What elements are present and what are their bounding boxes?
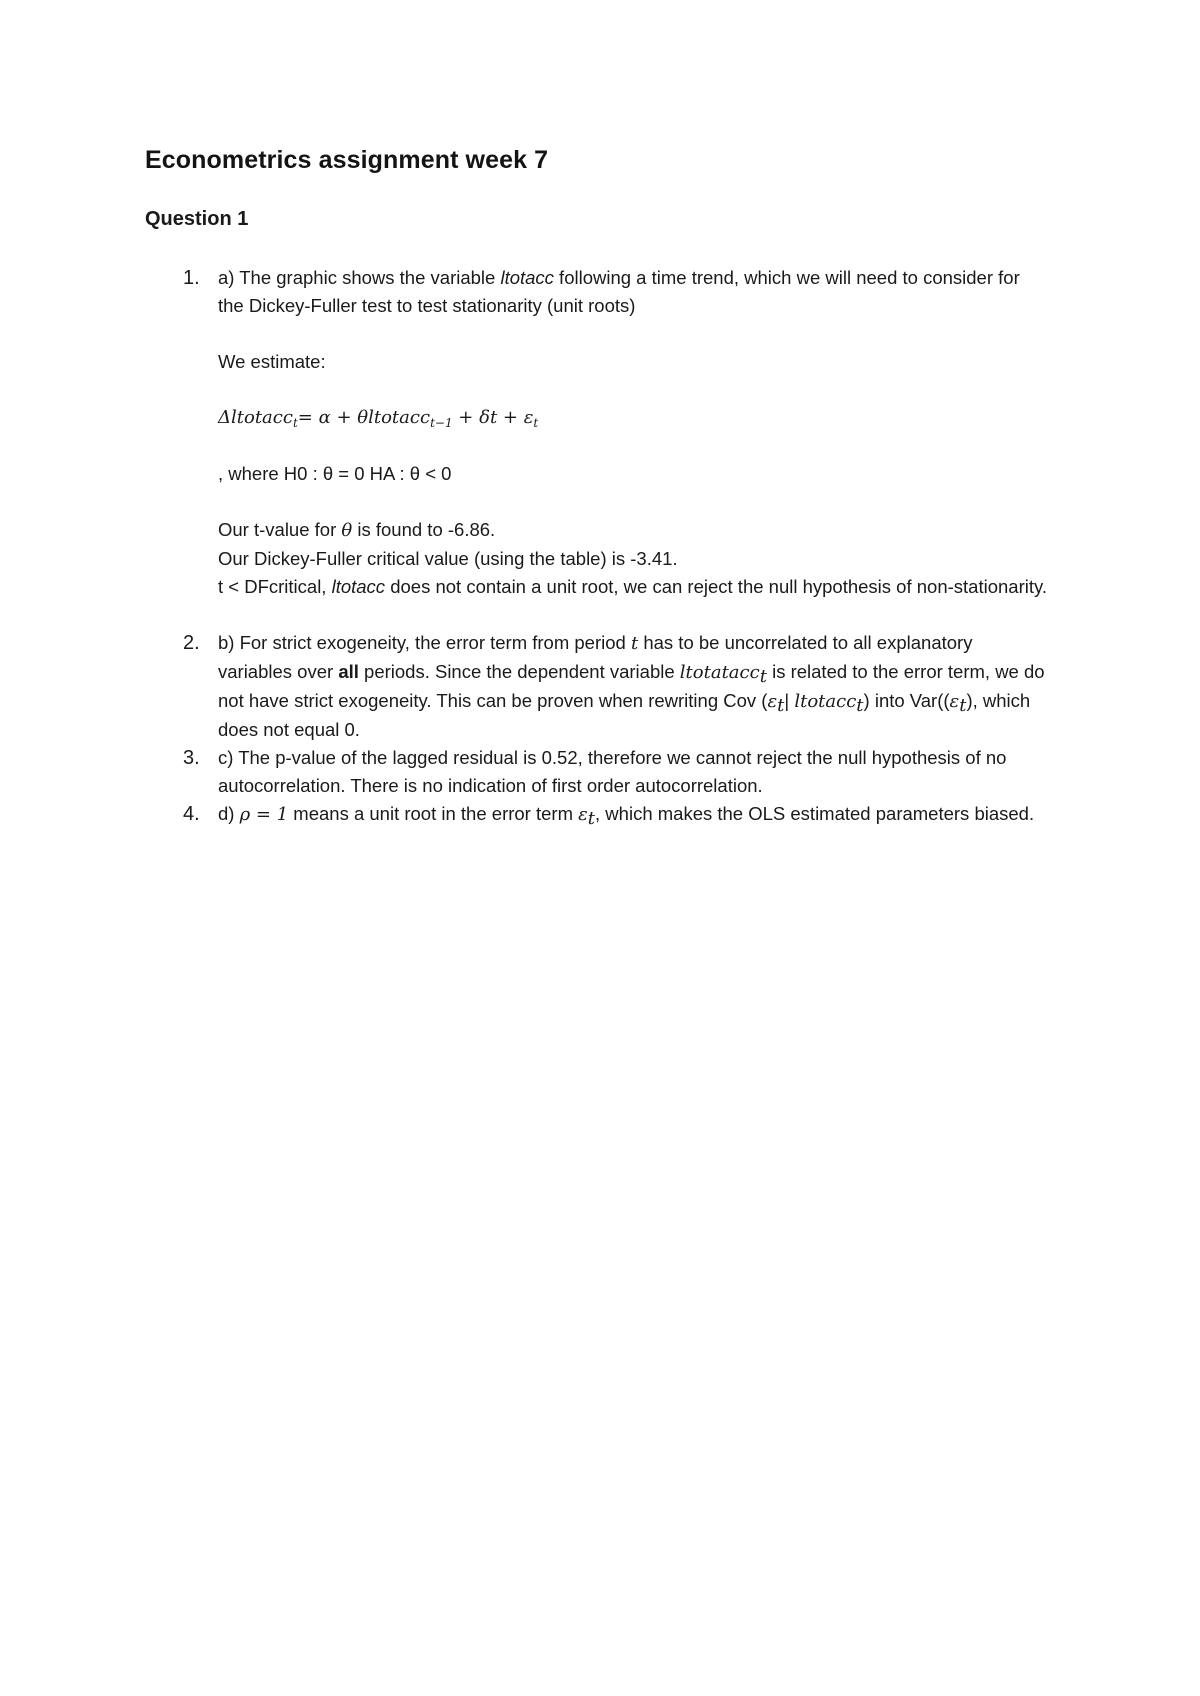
equation-lhs-sub: t (292, 416, 298, 430)
equation-rhs-sub: t (533, 416, 539, 430)
answer-b-var: ltotatacc (679, 662, 760, 683)
answer-d-eps: ε (578, 804, 588, 825)
list-number-2: 2. (183, 632, 200, 654)
answer-list (183, 264, 1048, 829)
answer-d-text-2: means a unit root in the error term (288, 803, 579, 824)
answer-a-intro-1: a) The graphic shows the variable (218, 267, 501, 288)
list-number-1: 1. (183, 267, 200, 289)
answer-b-eps-2: ε (949, 691, 960, 712)
conclusion-text-2: does not contain a unit root, we can reject the null hypothesis of non-stationarity. (385, 576, 1047, 597)
t-value-text-2: is found to -6.86. (352, 519, 496, 540)
answer-a-intro-2: following a time trend, which we will need to consider for the Dickey-Fuller test to test stationarity (unit roots) (218, 267, 1020, 316)
df-equation (218, 404, 1048, 432)
answer-d-rho: ρ = 1 (239, 804, 289, 825)
question-heading: Question 1 (145, 208, 249, 230)
list-number-4: 4. (183, 803, 200, 825)
answer-b-all: all (338, 661, 359, 682)
answer-b-text-4: is related to the error term, we do not have strict exogeneity. This can be proven when rewriting Cov ( (218, 661, 1045, 711)
estimate-label: We estimate: (218, 351, 326, 372)
answer-b-var-sub: t (759, 666, 767, 687)
answer-b-text-6: ) into Var(( (863, 690, 950, 711)
equation-rhs: + δt + ε (452, 407, 534, 428)
hypothesis-statement: , where H0 : θ = 0 HA : θ < 0 (218, 463, 452, 484)
answer-b-var-2-sub: t (856, 695, 864, 716)
answer-b-t: t (630, 633, 639, 654)
t-value-text-1: Our t-value for (218, 519, 342, 540)
answer-a-intro (218, 264, 1048, 320)
answer-d-text-3: , which makes the OLS estimated parameters biased. (595, 803, 1035, 824)
equation-lhs: Δltotacc (218, 407, 293, 428)
answer-b-text-7: ), which does not equal 0. (218, 690, 1031, 740)
list-item-4 (183, 800, 1048, 829)
equation-mid-sub: t−1 (430, 416, 453, 430)
conclusion-variable: ltotacc (331, 576, 386, 597)
answer-d-text-1: d) (218, 803, 240, 824)
list-item-2 (183, 629, 1048, 744)
answer-c: c) The p-value of the lagged residual is 0.52, therefore we cannot reject the null hypothesis of no autocorrelation. There is no indication of first order autocorrelation. (218, 747, 1007, 796)
variable-ltotacc: ltotacc (500, 267, 554, 288)
answer-b (218, 629, 1048, 744)
answer-b-text-1: b) For strict exogeneity, the error term from period (218, 632, 631, 653)
t-value-statement (218, 516, 1048, 545)
answer-b-text-3: periods. Since the dependent variable (358, 661, 680, 682)
df-critical-statement: Our Dickey-Fuller critical value (using the table) is -3.41. (218, 548, 678, 569)
answer-b-text-2: has to be uncorrelated to all explanatory variables over (218, 632, 973, 682)
equation-mid: = α + θltotacc (297, 407, 431, 428)
conclusion-statement (218, 573, 1048, 601)
answer-d-eps-sub: t (587, 808, 596, 829)
answer-b-eps-1: ε (767, 691, 778, 712)
answer-b-eps-2-sub: t (959, 695, 967, 716)
list-item-3 (183, 744, 1048, 800)
answer-b-text-5: | (784, 690, 790, 711)
theta-symbol: θ (341, 520, 353, 541)
conclusion-text-1: t < DFcritical, (218, 576, 332, 597)
answer-d (218, 800, 1048, 829)
answer-b-var-2: ltotacc (794, 691, 857, 712)
document-title: Econometrics assignment week 7 (145, 146, 549, 174)
list-item-1 (183, 264, 1048, 601)
list-number-3: 3. (183, 747, 200, 769)
answer-b-eps-1-sub: t (777, 695, 785, 716)
